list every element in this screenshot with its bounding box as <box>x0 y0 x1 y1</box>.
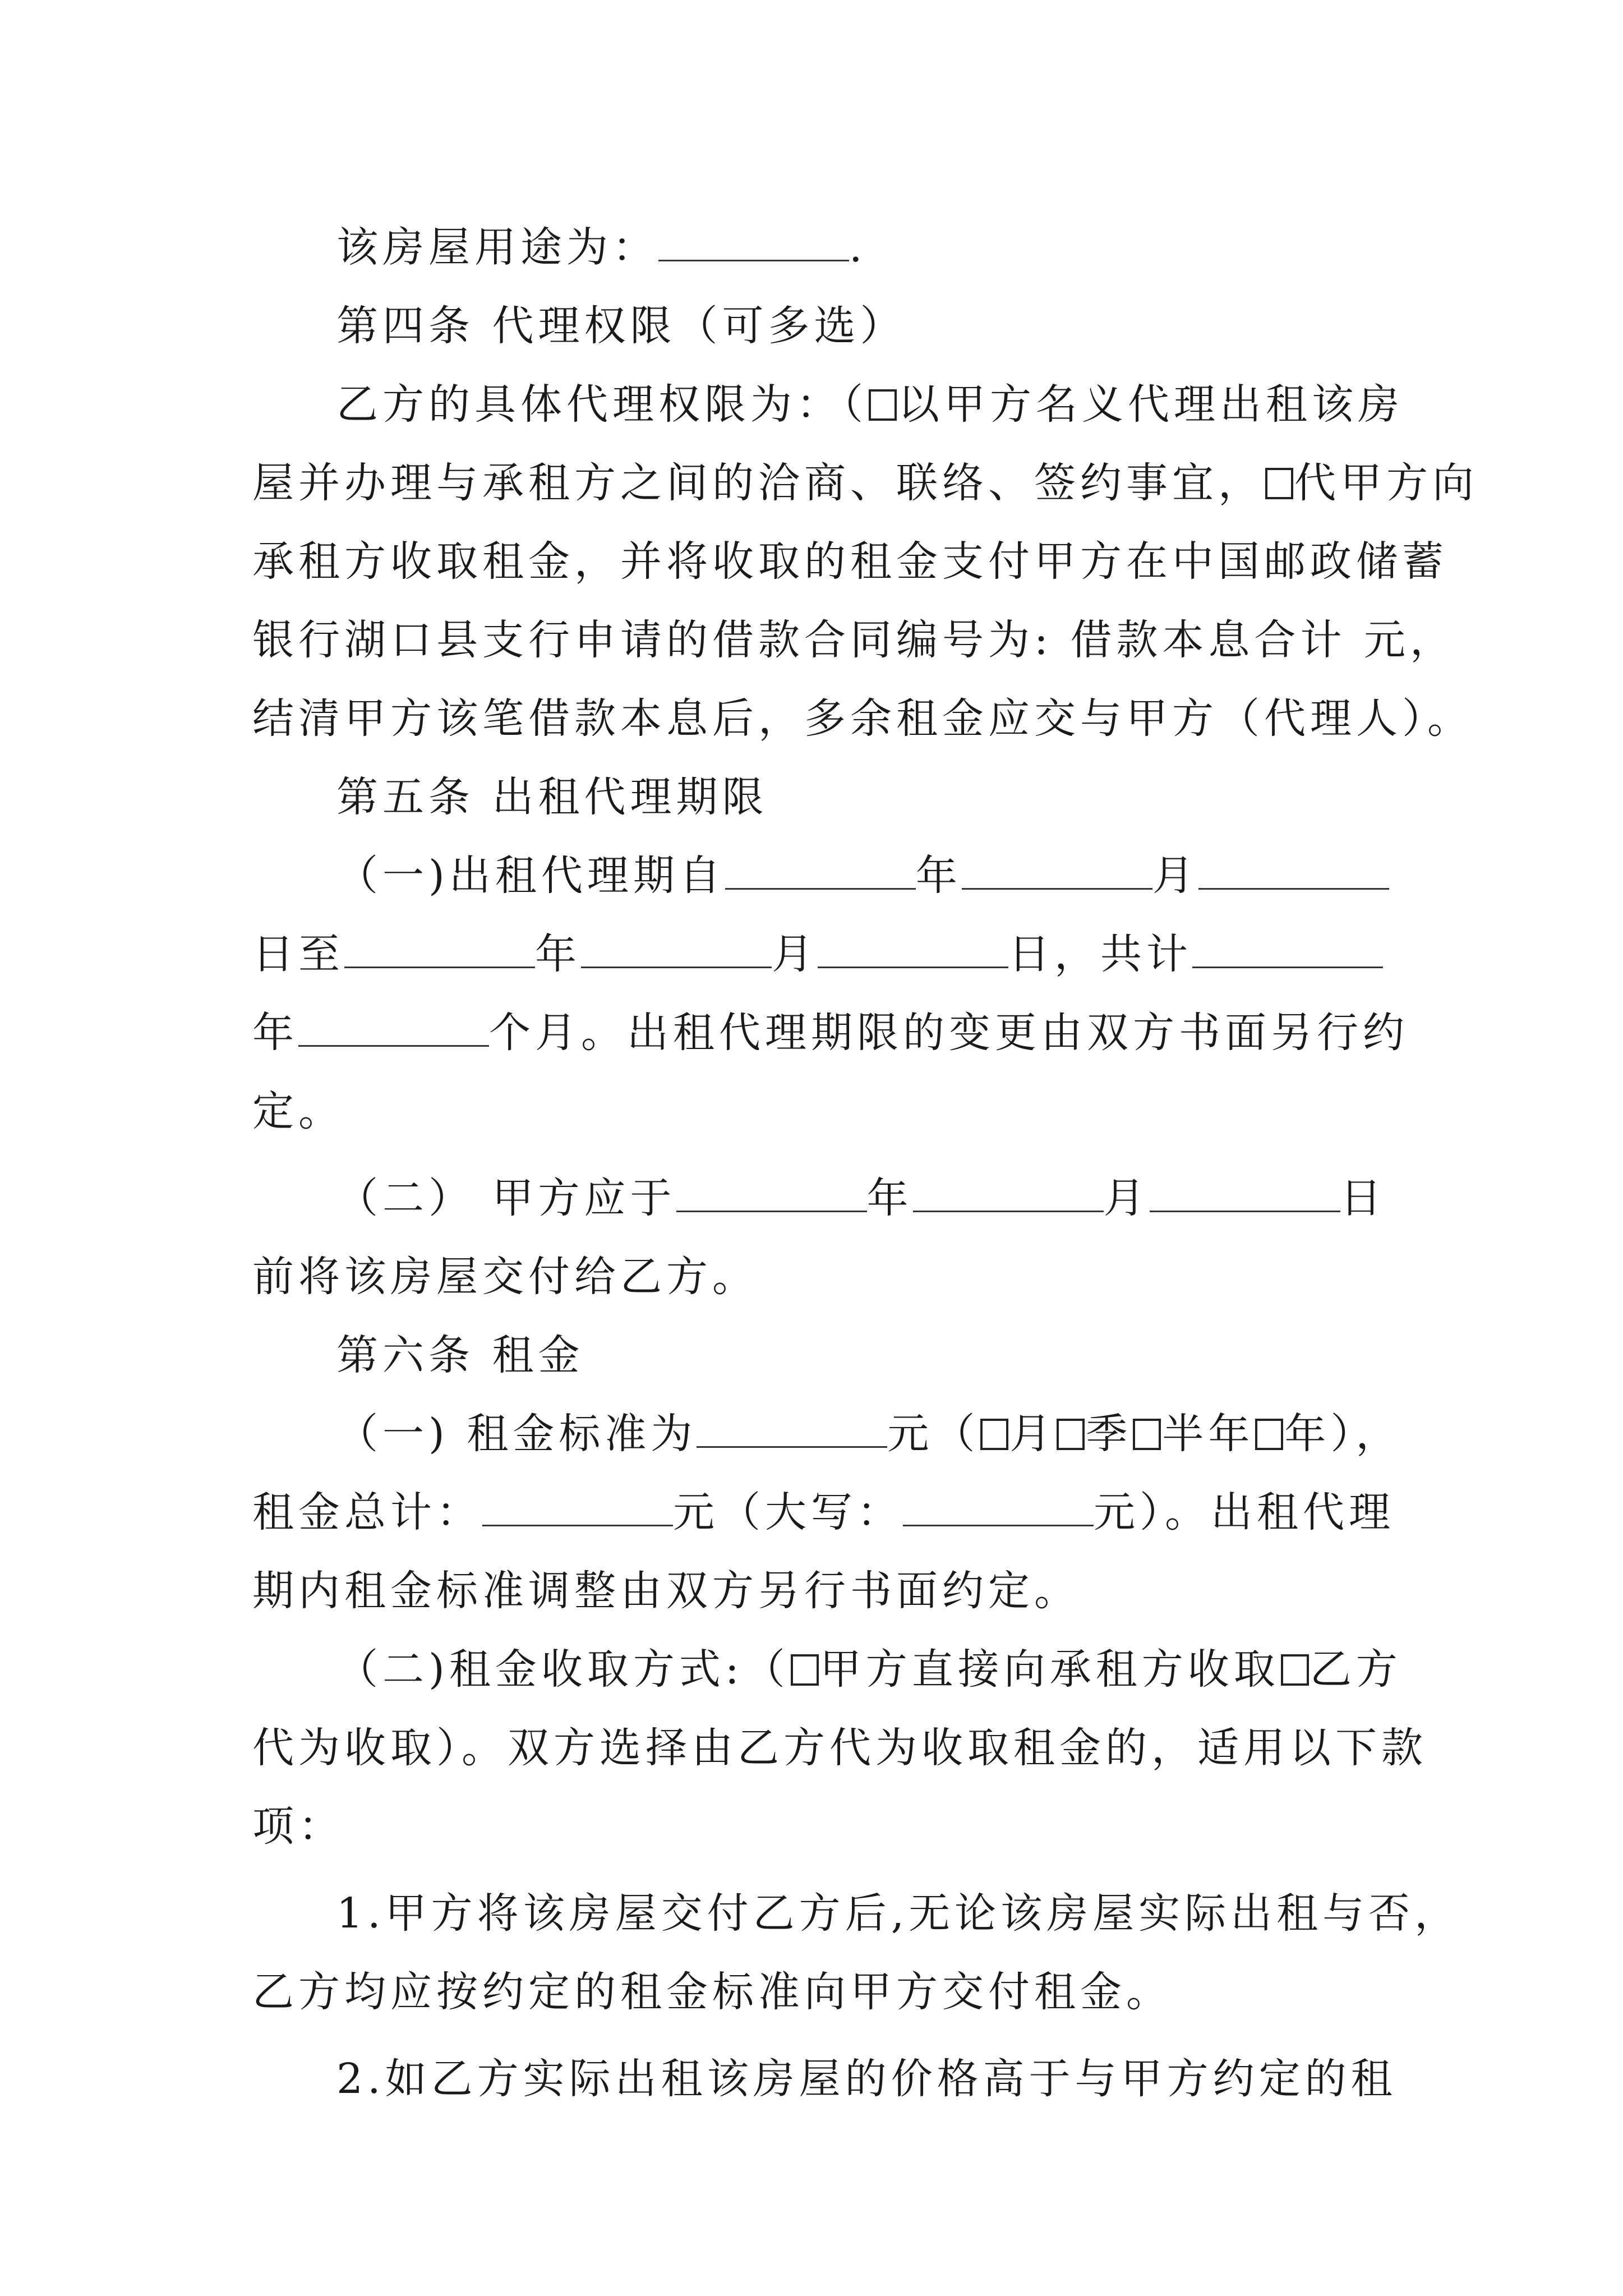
line-text: 屋并办理与承租方之间的洽商、联络、签约事宜， <box>252 459 1264 507</box>
month-blank <box>581 933 772 968</box>
line-text: 日，共计 <box>1008 930 1192 978</box>
line-text: 项： <box>252 1802 344 1851</box>
year-blank <box>344 933 535 968</box>
line-text: 季 <box>1086 1410 1132 1458</box>
day-blank <box>1198 854 1389 890</box>
checkbox-icon[interactable] <box>1057 1419 1085 1450</box>
total-blank <box>1192 933 1383 968</box>
line-text: 日 <box>1340 1174 1386 1222</box>
total-rent-blank <box>482 1491 673 1526</box>
heading-text: 第四条 代理权限（可多选） <box>336 302 906 350</box>
checkbox-icon[interactable] <box>1265 468 1293 499</box>
year-blank <box>725 854 916 890</box>
usage-blank <box>658 226 849 261</box>
checkbox-icon[interactable] <box>1255 1419 1283 1450</box>
checkbox-icon[interactable] <box>1133 1419 1161 1450</box>
usage-label: 该房屋用途为： <box>336 223 658 272</box>
day-blank <box>1150 1177 1340 1212</box>
line-text: 租金总计： <box>252 1488 482 1536</box>
line-text: （一)出租代理期自 <box>336 852 725 900</box>
line-text: 月 <box>1009 1410 1056 1458</box>
period: . <box>849 223 867 272</box>
line-text: 年 <box>535 930 581 978</box>
line-text: 日至 <box>252 930 344 978</box>
line-text: 乙方的具体代理权限为：（ <box>336 380 868 429</box>
line-text: 承租方收取租金，并将收取的租金支付甲方在中国邮政储蓄 <box>252 537 1448 586</box>
line-text: 代甲方向 <box>1294 459 1478 507</box>
line-text: 月 <box>1152 852 1198 900</box>
line-text: 年）， <box>1284 1410 1402 1458</box>
line-text: 期内租金标准调整由双方另行书面约定。 <box>252 1567 1080 1615</box>
line-text: 年 <box>915 852 962 900</box>
heading-text: 第六条 租金 <box>336 1331 584 1379</box>
months-blank <box>298 1011 489 1047</box>
rent-blank <box>697 1412 887 1448</box>
day-blank <box>818 933 1008 968</box>
line-text: 乙方 <box>1310 1645 1402 1694</box>
checkbox-icon[interactable] <box>1281 1654 1309 1686</box>
line-text: 个月。出租代理期限的变更由双方书面另行约 <box>489 1009 1409 1057</box>
checkbox-icon[interactable] <box>869 389 897 421</box>
paragraph-line <box>252 984 1409 1081</box>
line-text: 结清甲方该笔借款本息后，多余租金应交与甲方（代理人）。 <box>252 694 1473 743</box>
line-text: 元（ <box>887 1410 980 1458</box>
checkbox-icon[interactable] <box>980 1419 1008 1450</box>
line-text: 代为收取）。双方选择由乙方代为收取租金的，适用以下款 <box>252 1724 1427 1772</box>
line-text: 甲方直接向承租方收取 <box>819 1645 1280 1694</box>
line-text: （二） 甲方应于 <box>336 1174 676 1222</box>
line-text: 半年 <box>1162 1410 1255 1458</box>
line-text: （二)租金收取方式:（ <box>336 1645 790 1694</box>
month-blank <box>913 1177 1104 1212</box>
paragraph-line <box>252 1700 1427 1796</box>
line-text: 银行湖口县支行申请的借款合同编号为: 借款本息合计 元， <box>252 616 1456 664</box>
line-text: 以甲方名义代理出租该房 <box>898 380 1404 429</box>
checkbox-icon[interactable] <box>791 1654 819 1686</box>
line-text: 年 <box>252 1009 298 1057</box>
paragraph-line <box>252 1778 344 1875</box>
line-text: （一) 租金标准为 <box>336 1410 697 1458</box>
line-text: 月 <box>772 930 818 978</box>
year-blank <box>676 1177 867 1212</box>
paragraph-line <box>252 1944 1172 2040</box>
line-text: 元）。出租代理 <box>1094 1488 1395 1536</box>
capital-amount-blank <box>903 1491 1094 1526</box>
line-text: 前将该房屋交付给乙方。 <box>252 1253 758 1301</box>
heading-text: 第五条 出租代理期限 <box>336 773 768 821</box>
line-text: 1.甲方将该房屋交付乙方后,无论该房屋实际出租与否， <box>336 1889 1461 1938</box>
paragraph-line <box>336 2031 1397 2127</box>
line-text: 月 <box>1103 1174 1150 1222</box>
line-text: 元（大写： <box>673 1488 903 1536</box>
line-text: 2.如乙方实际出租该房屋的价格高于与甲方约定的租 <box>336 2055 1397 2103</box>
line-text: 年 <box>866 1174 913 1222</box>
line-text: 乙方均应按约定的租金标准向甲方交付租金。 <box>252 1968 1172 2016</box>
paragraph-line <box>252 1063 344 1159</box>
month-blank <box>962 854 1152 890</box>
line-text: 定。 <box>252 1087 344 1135</box>
